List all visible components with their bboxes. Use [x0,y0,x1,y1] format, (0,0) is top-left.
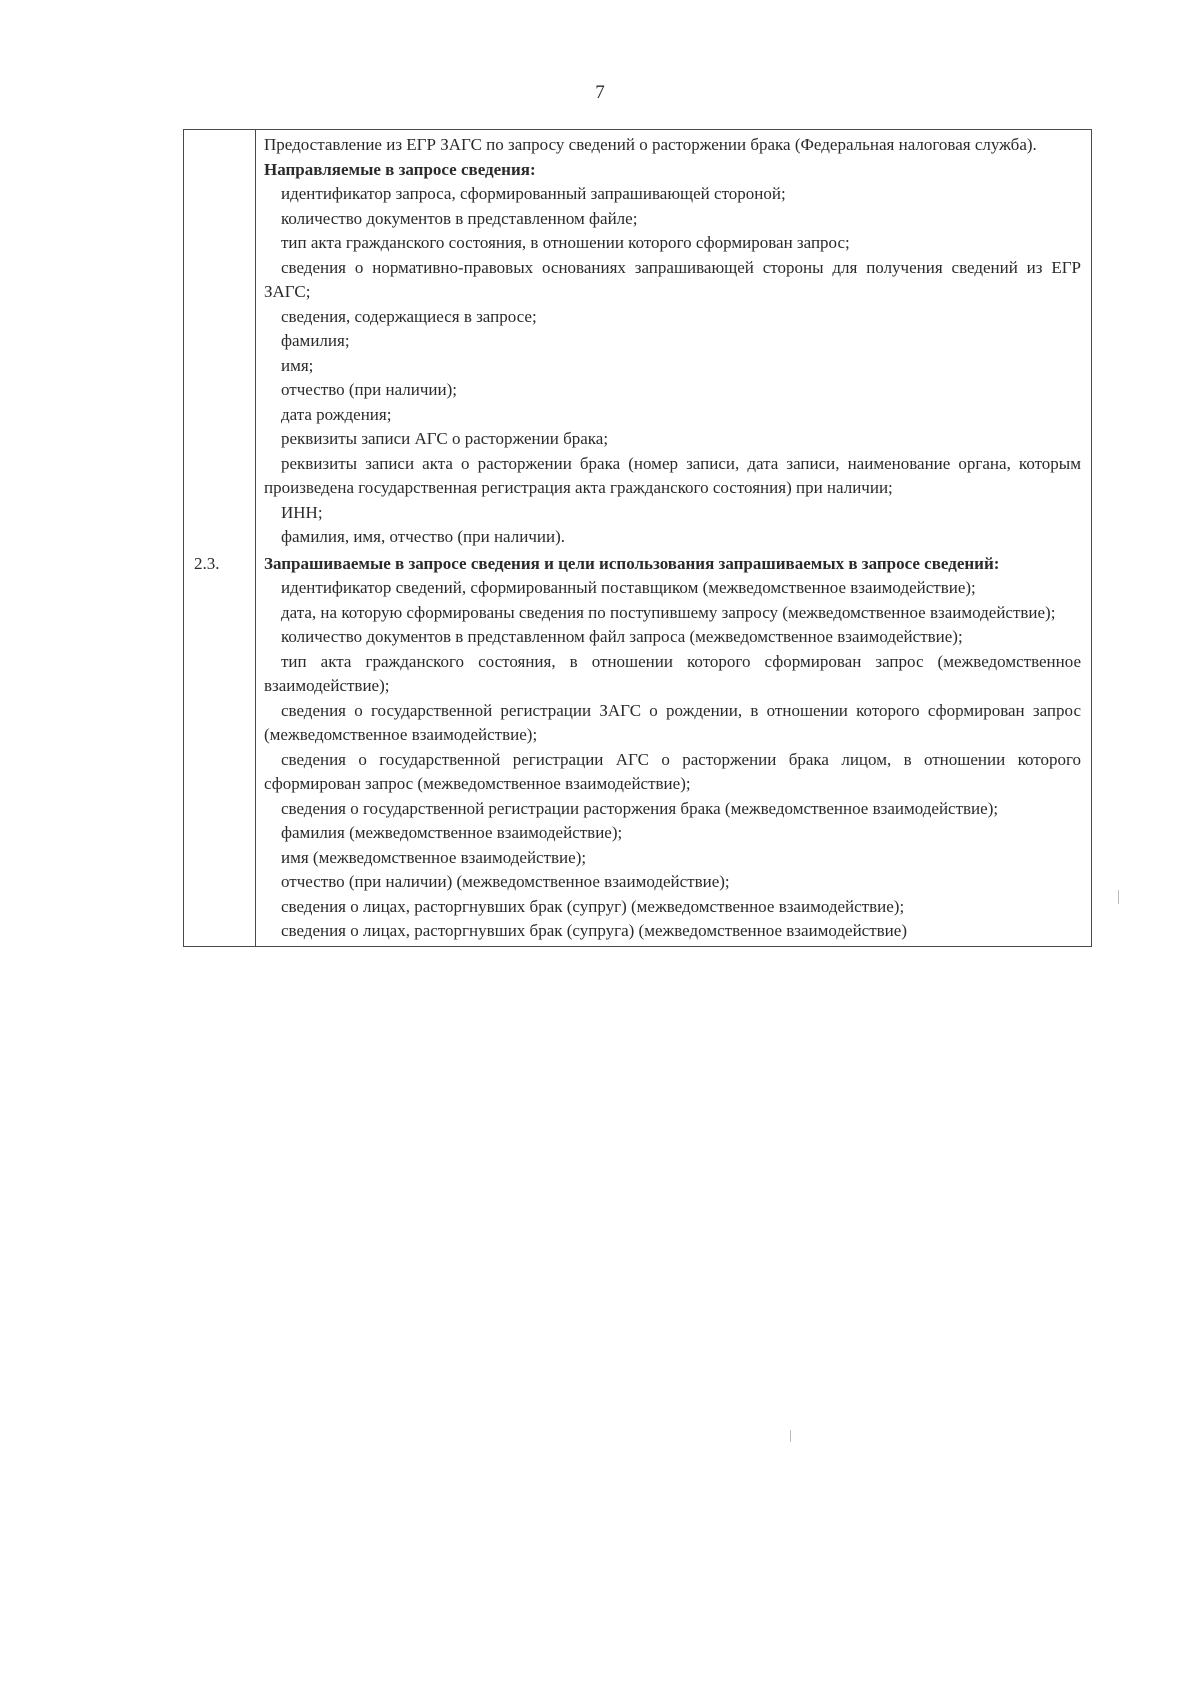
list-item: фамилия; [281,331,350,350]
list-item: ИНН; [281,502,323,522]
list-item: идентификатор запроса, сформированный запрашивающей стороной; [281,184,786,203]
list-item: имя; [281,355,314,375]
list-item: тип акта гражданского состояния, в отношении которого сформирован запрос; [281,233,850,252]
list-item: количество документов в представленном файле; [281,208,638,228]
section-heading: Направляемые в запросе сведения: [264,159,536,179]
list-item: имя (межведомственное взаимодействие); [281,847,587,867]
list-item: количество документов в представленном файл запроса (межведомственное взаимодействие); [281,627,963,646]
list-item: сведения о нормативно-правовых основаниях запрашивающей стороны для получения сведений из ЕГР ЗАГС; [264,257,1081,301]
list-item: сведения о государственной регистрации расторжения брака (межведомственное взаимодействие); [281,798,999,818]
row-content-cell [256,552,1091,946]
table-row [184,552,1091,946]
list-item: сведения о лицах, расторгнувших брак (супруг) (межведомственное взаимодействие); [281,896,905,916]
document-table [183,129,1092,947]
list-item: дата, на которую сформированы сведения по поступившему запросу (межведомственное взаимодействие); [281,602,1056,622]
list-item: сведения о лицах, расторгнувших брак (супруга) (межведомственное взаимодействие) [281,921,907,940]
list-item: отчество (при наличии) (межведомственное взаимодействие); [281,872,730,891]
scan-speck [790,1430,791,1442]
list-item: реквизиты записи АГС о расторжении брака; [281,429,609,448]
list-item: реквизиты записи акта о расторжении брака (номер записи, дата записи, наименование органа, которым произведена государственная регистрация акта гражданского состояния) при наличии; [264,453,1081,497]
list-item: сведения, содержащиеся в запросе; [281,306,537,326]
list-item: отчество (при наличии); [281,380,457,399]
scan-speck [1118,890,1119,904]
list-item: тип акта гражданского состояния, в отношении которого сформирован запрос (межведомственное взаимодействие); [264,651,1081,695]
table-row [184,130,1091,552]
row-content-cell [256,130,1091,552]
list-item: идентификатор сведений, сформированный поставщиком (межведомственное взаимодействие); [281,578,976,597]
list-item: фамилия (межведомственное взаимодействие); [281,823,623,842]
intro-paragraph: Предоставление из ЕГР ЗАГС по запросу сведений о расторжении брака (Федеральная налоговая служба). [264,135,1037,154]
list-item: сведения о государственной регистрации ЗАГС о рождении, в отношении которого сформирован запрос (межведомственное взаимодействие); [264,700,1081,744]
row-number-cell: 2.3. [184,552,256,946]
row-number-cell [184,130,256,552]
list-item: сведения о государственной регистрации АГС о расторжении брака лицом, в отношении которого сформирован запрос (межведомственное взаимодействие); [264,749,1081,793]
page-number: 7 [595,82,605,103]
section-heading: Запрашиваемые в запросе сведения и цели использования запрашиваемых в запросе сведений: [264,553,1000,573]
list-item: дата рождения; [281,404,392,424]
list-item: фамилия, имя, отчество (при наличии). [281,527,565,546]
